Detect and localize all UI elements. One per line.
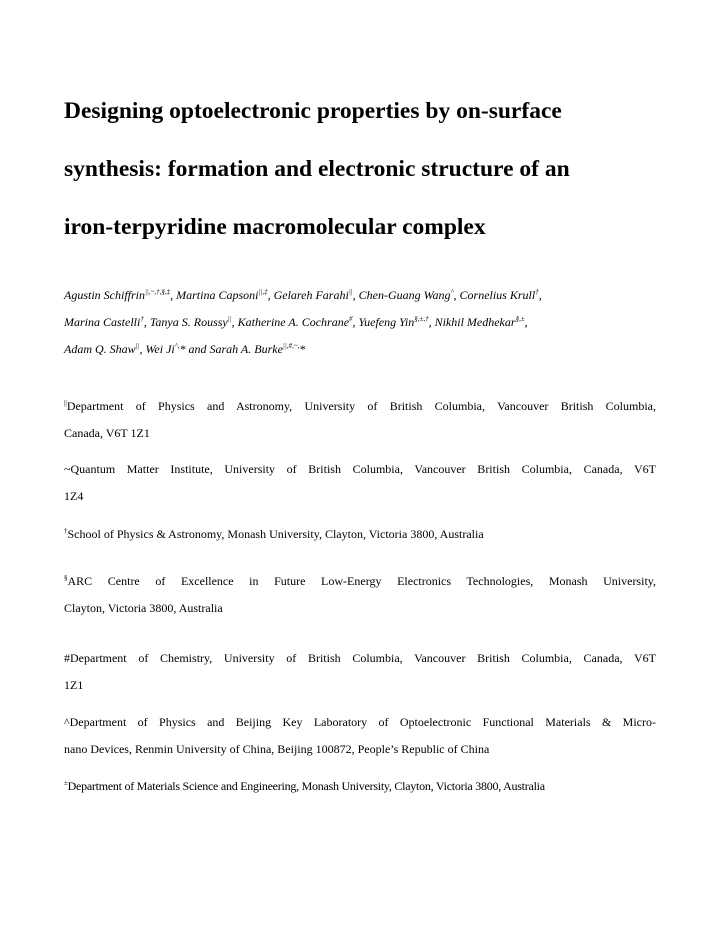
author-list: [64, 282, 664, 363]
author-name: Katherine A. Cochrane: [237, 315, 350, 329]
affiliation-text: ARC Centre of Excellence in Future Low-Energy Electronics Technologies, Monash University,: [67, 574, 656, 588]
author-affiliation-marks: ^,: [174, 342, 180, 350]
author-affiliation-marks: ||: [135, 342, 140, 350]
affiliation-chemistry-ubc: [64, 645, 656, 699]
affiliation-quantum-matter-institute: [64, 456, 656, 510]
title-line: synthesis: formation and electronic structure of an: [64, 156, 570, 182]
author-name: Adam Q. Shaw: [64, 342, 136, 356]
author-affiliation-marks: §,±,†: [414, 315, 429, 323]
affiliation-text: Department of Materials Science and Engineering, Monash University, Clayton, Victoria 3800, Australia: [67, 779, 545, 793]
author-affiliation-marks: †: [140, 315, 144, 323]
affiliation-line: [64, 568, 656, 595]
affiliation-line: ~Quantum Matter Institute, University of British Columbia, Vancouver British Columbia, Canada, V6T: [64, 462, 656, 476]
affiliation-marker: ||: [64, 399, 67, 407]
affiliation-marker: †: [64, 527, 68, 535]
author-separator: ,: [231, 315, 238, 329]
author-affiliation-marks: ||,‡: [258, 288, 268, 296]
author-affiliation-marks: ||: [227, 315, 232, 323]
author-name: Martina Capsoni: [176, 288, 259, 302]
affiliation-physics-astronomy-ubc: [64, 393, 656, 447]
author-separator: ,: [267, 288, 274, 302]
author-name: Gelareh Farahi: [273, 288, 349, 302]
author-name: Sarah A. Burke: [209, 342, 283, 356]
author-separator: ,: [143, 315, 150, 329]
author-separator: ,: [139, 342, 146, 356]
affiliation-renmin-physics: [64, 709, 656, 763]
paper-title: [64, 82, 664, 256]
author-affiliation-marks: §,±: [515, 315, 525, 323]
author-separator: ,: [352, 315, 359, 329]
title-line: iron-terpyridine macromolecular complex: [64, 214, 486, 240]
affiliation-line: 1Z4: [64, 489, 84, 503]
author-name: Wei Ji: [145, 342, 175, 356]
affiliation-marker: ±: [64, 779, 68, 787]
author-affiliation-marks: ||,~,†,§,‡: [145, 288, 171, 296]
author-affiliation-marks: ||: [348, 288, 353, 296]
affiliation-line: Canada, V6T 1Z1: [64, 426, 150, 440]
author-separator: ,: [170, 288, 177, 302]
affiliation-line: [64, 521, 656, 548]
author-name: Agustin Schiffrin: [64, 288, 145, 302]
affiliation-text: Department of Physics and Astronomy, University of British Columbia, Vancouver British Columbia,: [66, 399, 656, 413]
affiliation-line: [64, 393, 656, 420]
affiliation-line: [64, 773, 656, 800]
author-line: [64, 309, 664, 336]
affiliation-monash-materials: [64, 773, 656, 800]
author-affiliation-marks: #: [349, 315, 353, 323]
author-separator: ,: [453, 288, 460, 302]
affiliation-arc-centre: [64, 568, 656, 622]
author-name: Marina Castelli: [64, 315, 141, 329]
author-name: Nikhil Medhekar: [434, 315, 516, 329]
affiliation-line: nano Devices, Renmin University of China, Beijing 100872, People’s Republic of China: [64, 742, 490, 756]
author-name: Yuefeng Yin: [358, 315, 415, 329]
author-name: Tanya S. Roussy: [149, 315, 228, 329]
affiliation-marker: §: [64, 574, 68, 582]
author-name: Cornelius Krull: [459, 288, 536, 302]
author-separator: ,: [352, 288, 359, 302]
affiliation-monash-physics: [64, 521, 656, 548]
affiliation-text: School of Physics & Astronomy, Monash University, Clayton, Victoria 3800, Australia: [67, 527, 484, 541]
author-affiliation-marks: ||,#,~,: [282, 342, 300, 350]
author-name: Chen-Guang Wang: [358, 288, 451, 302]
author-separator: ,: [524, 315, 528, 329]
affiliation-line: ^Department of Physics and Beijing Key Laboratory of Optoelectronic Functional Materials & Micro-: [64, 715, 656, 729]
author-affiliation-marks: †: [535, 288, 539, 296]
author-line: [64, 282, 664, 309]
author-affiliation-marks: ^: [450, 288, 454, 296]
author-separator: * and: [179, 342, 210, 356]
affiliation-line: 1Z1: [64, 678, 84, 692]
title-line: Designing optoelectronic properties by on-surface: [64, 98, 562, 124]
author-line: [64, 336, 664, 363]
author-separator: *: [299, 342, 306, 356]
affiliation-line: Clayton, Victoria 3800, Australia: [64, 601, 223, 615]
author-separator: ,: [538, 288, 542, 302]
affiliation-line: #Department of Chemistry, University of British Columbia, Vancouver British Columbia, Canada, V6T: [64, 651, 656, 665]
author-separator: ,: [428, 315, 435, 329]
